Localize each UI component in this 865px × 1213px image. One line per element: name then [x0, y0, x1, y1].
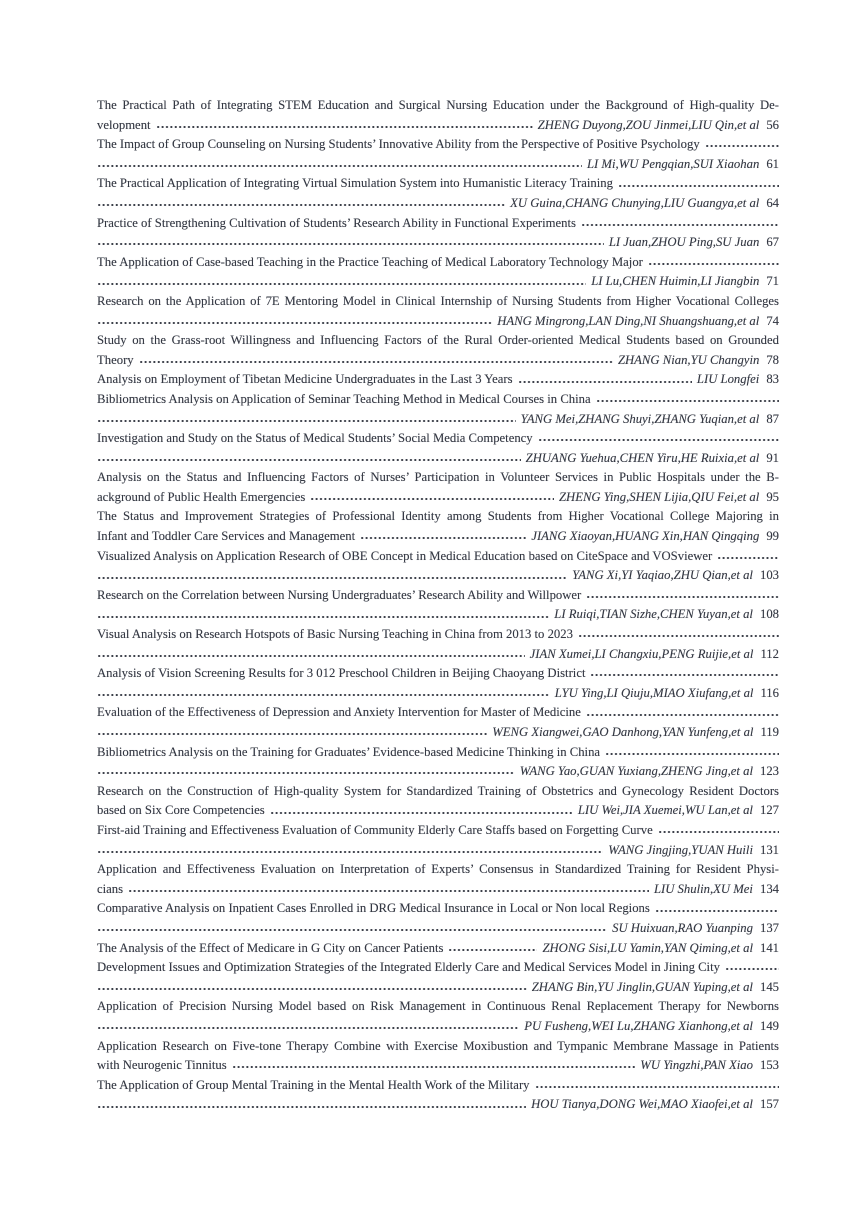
entry-page-number: 119: [760, 725, 779, 739]
dot-leader: [97, 841, 603, 861]
entry-page-number: 67: [766, 235, 779, 250]
entry-title-text: The Impact of Group Counseling on Nursing Students’ Innovative Ability from the Perspective of Positive Psychology: [97, 137, 700, 152]
entry-page-number: 91: [766, 450, 779, 465]
entry-reference-line: [97, 939, 779, 959]
toc-entry: [97, 292, 779, 331]
entry-reference-line: [97, 762, 779, 782]
toc-entry-list: [97, 96, 779, 1115]
entry-title-text: based on Six Core Competencies: [97, 803, 265, 818]
toc-entry: [97, 743, 779, 782]
dot-leader: [581, 214, 779, 234]
dot-leader: [97, 566, 567, 586]
toc-entry: [97, 997, 779, 1036]
dot-leader: [270, 801, 573, 821]
entry-reference-line: [97, 605, 779, 625]
entry-reference-line: [97, 194, 779, 214]
entry-title-text: Comparative Analysis on Inpatient Cases Enrolled in DRG Medical Insurance in Local or Non local Regions: [97, 901, 650, 916]
entry-reference-line: [97, 1056, 779, 1076]
entry-title-text: velopment: [97, 117, 151, 132]
entry-title-line: [97, 253, 779, 273]
entry-reference-line: [97, 155, 779, 175]
dot-leader: [648, 253, 779, 273]
entry-reference-line: [97, 488, 779, 508]
dot-leader: [97, 312, 492, 332]
dot-leader: [97, 272, 586, 292]
entry-authors: ZHANG Nian,YU Changyin: [617, 352, 760, 367]
entry-title-line: [97, 703, 779, 723]
entry-title-text: Visualized Analysis on Application Research of OBE Concept in Medical Education based on CiteSpace and VOSviewer: [97, 548, 713, 563]
dot-leader: [448, 939, 537, 959]
entry-title-line: [97, 743, 779, 763]
dot-leader: [717, 547, 779, 567]
entry-title-line: [97, 174, 779, 194]
entry-title-line: [97, 214, 779, 234]
entry-authors: LIU Longfei: [696, 372, 760, 387]
dot-leader: [97, 762, 515, 782]
toc-entry: [97, 468, 779, 507]
entry-page-number: 87: [766, 411, 779, 426]
entry-authors: LI Lu,CHEN Huimin,LI Jiangbin: [591, 274, 760, 289]
entry-page-number: 74: [766, 313, 779, 328]
toc-entry: [97, 899, 779, 938]
toc-entry: [97, 586, 779, 625]
dot-leader: [97, 1017, 519, 1037]
entry-title-line: Research on the Construction of High-quality System for Standardized Training of Obstetrics and Gynecology Resident Doctors: [97, 783, 779, 798]
entry-page-number: 78: [766, 352, 779, 367]
entry-reference-line: [97, 1095, 779, 1115]
entry-authors: JIAN Xumei,LI Changxiu,PENG Ruijie,et al: [529, 646, 754, 661]
toc-entry: [97, 664, 779, 703]
entry-title-text: Bibliometrics Analysis on Application of Seminar Teaching Method in Medical Courses in China: [97, 391, 591, 406]
dot-leader: [139, 351, 613, 371]
entry-title-text: Theory: [97, 352, 134, 367]
toc-entry: [97, 860, 779, 899]
toc-entry: [97, 390, 779, 429]
toc-entry: [97, 174, 779, 213]
entry-authors: ZHENG Duyong,ZOU Jinmei,LIU Qin,et al: [537, 117, 760, 132]
entry-page-number: 141: [759, 940, 779, 955]
entry-authors: WANG Jingjing,YUAN Huili: [608, 842, 753, 857]
entry-title-text: Evaluation of the Effectiveness of Depression and Anxiety Intervention for Master of Medicine: [97, 705, 581, 720]
entry-authors: LIU Shulin,XU Mei: [653, 881, 753, 896]
entry-title-line: [97, 899, 779, 919]
entry-title-text: Investigation and Study on the Status of Medical Students’ Social Media Competency: [97, 431, 533, 446]
dot-leader: [156, 116, 533, 136]
dot-leader: [310, 488, 554, 508]
entry-page-number: 131: [759, 842, 779, 857]
entry-title-text: The Application of Group Mental Training in the Mental Health Work of the Military: [97, 1077, 530, 1092]
entry-page-number: 137: [759, 920, 779, 935]
entry-authors: LI Mi,WU Pengqian,SUI Xiaohan: [586, 156, 760, 171]
dot-leader: [596, 390, 779, 410]
entry-reference-line: [97, 723, 779, 743]
entry-authors: XU Guina,CHANG Chunying,LIU Guangya,et al: [510, 195, 760, 210]
entry-reference-line: [97, 880, 779, 900]
entry-reference-line: [97, 272, 779, 292]
entry-page-number: 149: [759, 1018, 779, 1033]
entry-authors: YANG Xi,YI Yaqiao,ZHU Qian,et al: [572, 568, 753, 583]
entry-title-line: [97, 135, 779, 155]
entry-authors: JIANG Xiaoyan,HUANG Xin,HAN Qingqing: [531, 529, 760, 544]
entry-authors: LIU Wei,JIA Xuemei,WU Lan,et al: [577, 803, 753, 818]
entry-title-line: [97, 1076, 779, 1096]
entry-reference-line: [97, 312, 779, 332]
entry-title-text: The Application of Case-based Teaching in the Practice Teaching of Medical Laboratory Technology Major: [97, 254, 643, 269]
entry-reference-line: [97, 410, 779, 430]
entry-authors: WU Yingzhi,PAN Xiao: [640, 1058, 753, 1073]
entry-title-text: Development Issues and Optimization Strategies of the Integrated Elderly Care and Medical Services Model in Jining City: [97, 960, 720, 975]
entry-title-text: Visual Analysis on Research Hotspots of Basic Nursing Teaching in China from 2013 to 2023: [97, 627, 573, 642]
entry-authors: WENG Xiangwei,GAO Danhong,YAN Yunfeng,et al: [492, 725, 754, 739]
entry-authors: HOU Tianya,DONG Wei,MAO Xiaofei,et al: [531, 1097, 753, 1112]
dot-leader: [725, 958, 779, 978]
entry-title-line: The Practical Path of Integrating STEM Education and Surgical Nursing Education under the Background of High-quality De-: [97, 98, 779, 112]
toc-entry: [97, 429, 779, 468]
dot-leader: [97, 645, 525, 665]
toc-entry: [97, 821, 779, 860]
entry-title-line: Application of Precision Nursing Model based on Risk Management in Continuous Renal Replacement Therapy for Newborns: [97, 999, 779, 1014]
entry-title-line: [97, 625, 779, 645]
entry-authors: YANG Mei,ZHANG Shuyi,ZHANG Yuqian,et al: [520, 411, 760, 426]
dot-leader: [578, 625, 779, 645]
entry-authors: SU Huixuan,RAO Yuanping: [612, 920, 753, 935]
entry-authors: WANG Yao,GUAN Yuxiang,ZHENG Jing,et al: [519, 764, 753, 779]
entry-page-number: 56: [766, 117, 779, 132]
entry-authors: ZHENG Ying,SHEN Lijia,QIU Fei,et al: [559, 489, 760, 504]
dot-leader: [605, 743, 779, 763]
toc-entry: [97, 1076, 779, 1115]
entry-title-line: [97, 958, 779, 978]
entry-page-number: 112: [760, 646, 779, 661]
entry-title-text: Analysis of Vision Screening Results for 3 012 Preschool Children in Beijing Chaoyang District: [97, 666, 586, 681]
entry-title-text: The Practical Application of Integrating Virtual Simulation System into Humanistic Literacy Training: [97, 176, 613, 191]
entry-reference-line: [97, 1017, 779, 1037]
entry-page-number: 103: [759, 568, 779, 583]
dot-leader: [232, 1056, 636, 1076]
dot-leader: [97, 919, 607, 939]
entry-title-text: cians: [97, 881, 124, 896]
entry-page-number: 127: [759, 803, 779, 818]
toc-entry: [97, 331, 779, 370]
entry-title-text: Bibliometrics Analysis on the Training for Graduates’ Evidence-based Medicine Thinking in China: [97, 744, 601, 759]
entry-reference-line: [97, 801, 779, 821]
dot-leader: [97, 155, 582, 175]
toc-entry: [97, 253, 779, 292]
entry-title-text: The Analysis of the Effect of Medicare in G City on Cancer Patients: [97, 940, 444, 955]
entry-reference-line: [97, 116, 779, 136]
entry-title-line: [97, 429, 779, 449]
entry-authors: LI Juan,ZHOU Ping,SU Juan: [608, 235, 760, 250]
dot-leader: [97, 723, 487, 743]
dot-leader: [538, 429, 779, 449]
entry-reference-line: [97, 233, 779, 253]
toc-entry: [97, 1037, 779, 1076]
entry-title-text: Practice of Strengthening Cultivation of Students’ Research Ability in Functional Experiments: [97, 215, 576, 230]
entry-page-number: 123: [759, 764, 779, 779]
entry-authors: LYU Ying,LI Qiuju,MIAO Xiufang,et al: [554, 685, 754, 700]
entry-authors: ZHONG Sisi,LU Yamin,YAN Qiming,et al: [542, 940, 753, 955]
entry-reference-line: [97, 841, 779, 861]
entry-reference-line: [97, 527, 779, 547]
dot-leader: [586, 586, 779, 606]
entry-reference-line: [97, 978, 779, 998]
dot-leader: [97, 449, 521, 469]
entry-page-number: 61: [766, 156, 779, 171]
entry-reference-line: [97, 351, 779, 371]
entry-page-number: 108: [759, 607, 779, 622]
entry-reference-line: [97, 566, 779, 586]
dot-leader: [655, 899, 779, 919]
toc-entry: [97, 547, 779, 586]
toc-entry: [97, 703, 779, 742]
dot-leader: [97, 684, 550, 704]
entry-page-number: 134: [759, 881, 779, 896]
entry-page-number: 71: [766, 274, 779, 289]
dot-leader: [618, 174, 779, 194]
entry-title-text: Analysis on Employment of Tibetan Medicine Undergraduates in the Last 3 Years: [97, 372, 513, 387]
dot-leader: [97, 605, 549, 625]
dot-leader: [586, 703, 779, 723]
entry-page-number: 153: [759, 1058, 779, 1073]
entry-title-line: [97, 821, 779, 841]
entry-title-line: Analysis on the Status and Influencing Factors of Nurses’ Participation in Volunteer Services in Public Hospitals under the B-: [97, 470, 779, 485]
toc-entry: [97, 96, 779, 135]
entry-title-text: First-aid Training and Effectiveness Evaluation of Community Elderly Care Staffs based on Forgetting Curve: [97, 822, 653, 837]
entry-authors: LI Ruiqi,TIAN Sizhe,CHEN Yuyan,et al: [554, 607, 753, 622]
dot-leader: [535, 1076, 779, 1096]
entry-page-number: 83: [766, 372, 779, 387]
dot-leader: [97, 194, 505, 214]
toc-entry: [97, 939, 779, 959]
toc-entry: [97, 782, 779, 821]
entry-title-line: [97, 586, 779, 606]
entry-title-line: Research on the Application of 7E Mentoring Model in Clinical Internship of Nursing Students from Higher Vocational Colleges: [97, 293, 779, 308]
dot-leader: [97, 978, 527, 998]
entry-title-text: with Neurogenic Tinnitus: [97, 1058, 227, 1073]
entry-title-line: [97, 390, 779, 410]
entry-title-text: Infant and Toddler Care Services and Management: [97, 529, 356, 544]
entry-authors: PU Fusheng,WEI Lu,ZHANG Xianhong,et al: [524, 1018, 753, 1033]
entry-reference-line: [97, 919, 779, 939]
toc-entry: [97, 135, 779, 174]
entry-title-line: Application and Effectiveness Evaluation on Interpretation of Experts’ Consensus in Standardized Training for Resident Physi-: [97, 862, 779, 877]
entry-title-text: ackground of Public Health Emergencies: [97, 489, 306, 504]
entry-title-line: Study on the Grass-root Willingness and Influencing Factors of the Rural Order-oriented Medical Students based on Grounded: [97, 333, 779, 348]
entry-title-line: [97, 664, 779, 684]
dot-leader: [590, 664, 779, 684]
toc-entry: [97, 958, 779, 997]
entry-title-line: [97, 547, 779, 567]
entry-page-number: 145: [759, 979, 779, 994]
toc-entry: [97, 507, 779, 546]
dot-leader: [128, 880, 649, 900]
entry-reference-line: [97, 684, 779, 704]
dot-leader: [705, 135, 779, 155]
dot-leader: [360, 527, 526, 547]
dot-leader: [97, 1095, 526, 1115]
entry-title-line: The Status and Improvement Strategies of Professional Identity among Students from Higher Vocational College Majoring in: [97, 509, 779, 524]
toc-entry: [97, 214, 779, 253]
dot-leader: [658, 821, 779, 841]
entry-authors: ZHUANG Yuehua,CHEN Yiru,HE Ruixia,et al: [525, 450, 760, 465]
toc-entry: [97, 370, 779, 390]
dot-leader: [97, 410, 516, 430]
entry-page-number: 99: [766, 529, 779, 544]
entry-page-number: 95: [766, 489, 779, 504]
dot-leader: [518, 370, 692, 390]
entry-title-text: Research on the Correlation between Nursing Undergraduates’ Research Ability and Willpower: [97, 587, 582, 602]
entry-reference-line: [97, 449, 779, 469]
entry-title-line: Application Research on Five-tone Therapy Combine with Exercise Moxibustion and Tympanic Membrane Massage in Patients: [97, 1038, 779, 1053]
entry-authors: HANG Mingrong,LAN Ding,NI Shuangshuang,et al: [497, 313, 760, 328]
dot-leader: [97, 233, 604, 253]
toc-entry: [97, 625, 779, 664]
entry-page-number: 64: [766, 195, 779, 210]
entry-reference-line: [97, 370, 779, 390]
entry-authors: ZHANG Bin,YU Jinglin,GUAN Yuping,et al: [531, 979, 753, 994]
entry-page-number: 116: [760, 685, 779, 700]
entry-page-number: 157: [759, 1097, 779, 1112]
entry-reference-line: [97, 645, 779, 665]
